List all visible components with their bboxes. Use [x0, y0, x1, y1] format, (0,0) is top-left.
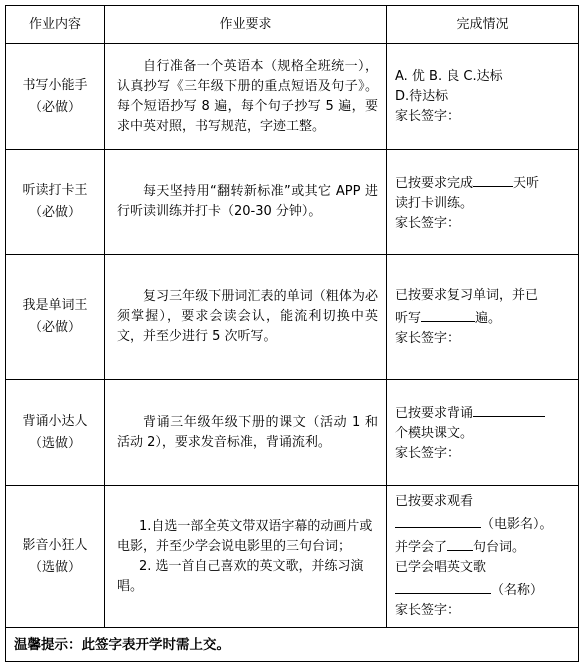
row-name: 背诵小达人	[22, 413, 88, 429]
header-requirement: 作业要求	[105, 6, 387, 44]
row-type: （选做）	[28, 435, 81, 451]
row-requirement-cell	[105, 44, 387, 150]
parent-signature: 家长签字：	[395, 330, 461, 346]
status-text: 句台词。	[473, 540, 526, 555]
movie-name-blank[interactable]	[395, 512, 481, 528]
tip-row	[6, 628, 579, 662]
status-line-2	[395, 306, 572, 329]
row-requirement: 背诵三年级年级下册的课文（活动 1 和活动 2），要求发音标准，背诵流利。	[117, 414, 378, 450]
status-text: 听写	[395, 310, 422, 326]
status-line-5	[395, 578, 572, 601]
row-requirement-cell	[105, 150, 387, 255]
row-status-cell	[387, 150, 579, 255]
requirement-item-1: 1.自选一部全英文带双语字幕的动画片或电影，并至少学会说电影里的三句台词；	[117, 518, 373, 554]
status-text: 天听	[513, 175, 540, 191]
header-status: 完成情况	[387, 6, 579, 44]
status-text: 并学会了	[395, 540, 448, 555]
status-text: 已按要求完成	[395, 175, 474, 191]
header-content: 作业内容	[6, 6, 105, 44]
row-type: （选做）	[28, 559, 81, 575]
row-name: 影音小狂人	[22, 537, 88, 553]
status-line: 已按要求观看	[395, 494, 474, 509]
row-name-cell	[6, 486, 105, 628]
days-blank[interactable]	[473, 171, 513, 187]
requirement-item-2: 2. 选一首自己喜欢的英文歌，并练习演唱。	[117, 558, 364, 594]
row-name: 听读打卡王	[22, 183, 88, 198]
row-requirement-cell	[105, 486, 387, 628]
table-row	[6, 44, 579, 150]
row-name: 我是单词王	[22, 298, 88, 313]
grade-options: A. 优 B. 良 C.达标	[395, 68, 503, 84]
tip-text: 温馨提示：此签字表开学时需上交。	[6, 628, 579, 662]
homework-table	[5, 5, 579, 662]
row-requirement: 每天坚持用“翻转新标准”或其它 APP 进行听读训练并打卡（20-30 分钟）。	[117, 184, 378, 219]
table-row	[6, 150, 579, 255]
status-line-2: 个模块课文。	[395, 426, 474, 441]
table-row	[6, 380, 579, 486]
modules-blank[interactable]	[473, 401, 545, 417]
status-line: 已按要求复习单词，并已	[395, 287, 539, 303]
row-status-cell	[387, 486, 579, 628]
parent-signature: 家长签字：	[395, 108, 461, 124]
status-line-2	[395, 512, 572, 535]
times-blank[interactable]	[421, 306, 475, 322]
row-status-cell	[387, 44, 579, 150]
parent-signature: 家长签字：	[395, 446, 461, 461]
status-line-3	[395, 535, 572, 558]
grade-options-2: D.待达标	[395, 88, 449, 104]
table-row	[6, 486, 579, 628]
row-status-cell	[387, 380, 579, 486]
row-type: （必做）	[28, 205, 81, 220]
row-requirement-cell	[105, 255, 387, 380]
row-name-cell	[6, 44, 105, 150]
row-type: （必做）	[28, 320, 81, 335]
parent-signature: 家长签字：	[395, 603, 461, 618]
row-requirement: 自行准备一个英语本（规格全班统一），认真抄写《三年级下册的重点短语及句子》。每个短语抄写 8 遍，每个句子抄写 5 遍，要求中英对照，书写规范，字迹工整。	[117, 58, 378, 134]
status-line	[395, 401, 572, 424]
row-name-cell	[6, 150, 105, 255]
table-header-row	[6, 6, 579, 44]
status-line	[395, 171, 572, 194]
lines-blank[interactable]	[447, 535, 473, 551]
status-line-2: 读打卡训练。	[395, 195, 474, 211]
status-text: 已按要求背诵	[395, 406, 474, 421]
row-name-cell	[6, 255, 105, 380]
row-requirement-cell	[105, 380, 387, 486]
status-text: （电影名）。	[481, 517, 553, 532]
status-text: （名称）	[491, 583, 544, 598]
row-type: （必做）	[28, 99, 81, 115]
row-requirement: 复习三年级下册词汇表的单词（粗体为必须掌握），要求会读会认，能流利切换中英文，并至少进行 5 次听写。	[117, 289, 378, 344]
table-row	[6, 255, 579, 380]
status-text: 遍。	[475, 310, 502, 326]
row-name: 书写小能手	[22, 77, 88, 93]
status-line-4: 已学会唱英文歌	[395, 560, 487, 575]
parent-signature: 家长签字：	[395, 215, 461, 231]
row-name-cell	[6, 380, 105, 486]
row-status-cell	[387, 255, 579, 380]
song-name-blank[interactable]	[395, 578, 491, 594]
